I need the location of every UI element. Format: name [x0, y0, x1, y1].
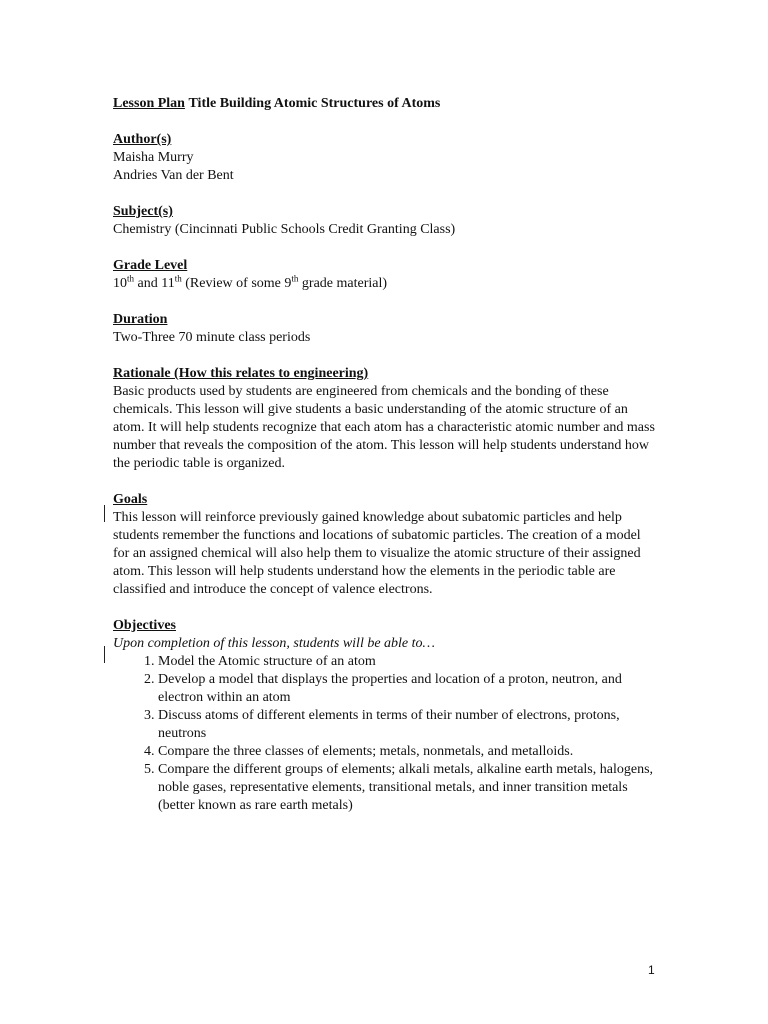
- duration-heading: Duration: [113, 312, 168, 327]
- objectives-intro: Upon completion of this lesson, students will be able to…: [113, 636, 435, 651]
- rationale-heading: Rationale (How this relates to engineering): [113, 366, 369, 381]
- author-name: Maisha Murry: [113, 150, 194, 165]
- grade-10: 10: [113, 276, 127, 291]
- lesson-plan-content: [113, 95, 658, 833]
- title-label: Lesson Plan: [113, 96, 185, 111]
- grade-end: grade material): [298, 276, 388, 291]
- grade-section: [113, 257, 658, 293]
- objectives-list: [113, 653, 658, 815]
- author-name: Andries Van der Bent: [113, 168, 234, 183]
- goals-heading: Goals: [113, 492, 148, 507]
- authors-heading: Author(s): [113, 132, 172, 147]
- goals-section: [113, 491, 658, 599]
- objectives-section: [113, 617, 658, 815]
- list-item: 3. Discuss atoms of different elements in terms of their number of electrons, protons, neutrons: [158, 707, 658, 743]
- grade-11: and 11: [134, 276, 175, 291]
- subject-section: [113, 203, 658, 239]
- change-bar: [104, 505, 105, 522]
- grade-text: [113, 275, 658, 293]
- grade-sup: th: [174, 273, 182, 284]
- list-item: 4. Compare the three classes of elements; metals, nonmetals, and metalloids.: [158, 743, 658, 761]
- grade-heading: Grade Level: [113, 258, 188, 273]
- duration-section: [113, 311, 658, 347]
- change-bar: [104, 646, 105, 663]
- list-item: 1. Model the Atomic structure of an atom: [158, 653, 658, 671]
- subject-heading: Subject(s): [113, 204, 173, 219]
- grade-review: (Review of some 9: [181, 276, 292, 291]
- page-number: 1: [648, 963, 655, 977]
- authors-section: [113, 131, 658, 185]
- subject-text: Chemistry (Cincinnati Public Schools Credit Granting Class): [113, 222, 456, 237]
- rationale-section: [113, 365, 658, 473]
- rationale-text: Basic products used by students are engineered from chemicals and the bonding of these chemicals. This lesson will give students a basic understanding of the atomic structure of an atom. It will help students recognize that each atom has a characteristic atomic number and mass number that reveals the composition of the atom. This lesson will help students understand how the periodic table is organized.: [113, 384, 655, 471]
- grade-sup: th: [127, 273, 135, 284]
- duration-text: Two-Three 70 minute class periods: [113, 330, 311, 345]
- grade-sup: th: [291, 273, 299, 284]
- lesson-title: [113, 95, 658, 113]
- goals-text: This lesson will reinforce previously gained knowledge about subatomic particles and help students remember the functions and locations of subatomic particles. The creation of a model for an assigned chemical will also help them to visualize the atomic structure of their assigned atom. This lesson will help students understand how the elements in the periodic table are classified and introduce the concept of valence electrons.: [113, 510, 641, 597]
- objectives-heading: Objectives: [113, 618, 176, 633]
- list-item: 2. Develop a model that displays the properties and location of a proton, neutron, and electron within an atom: [158, 671, 658, 707]
- title-text: Title Building Atomic Structures of Atoms: [188, 96, 441, 111]
- list-item: 5. Compare the different groups of elements; alkali metals, alkaline earth metals, halogens, noble gases, representative elements, transitional metals, and inner transition metals (better known as rare earth metals): [158, 761, 658, 815]
